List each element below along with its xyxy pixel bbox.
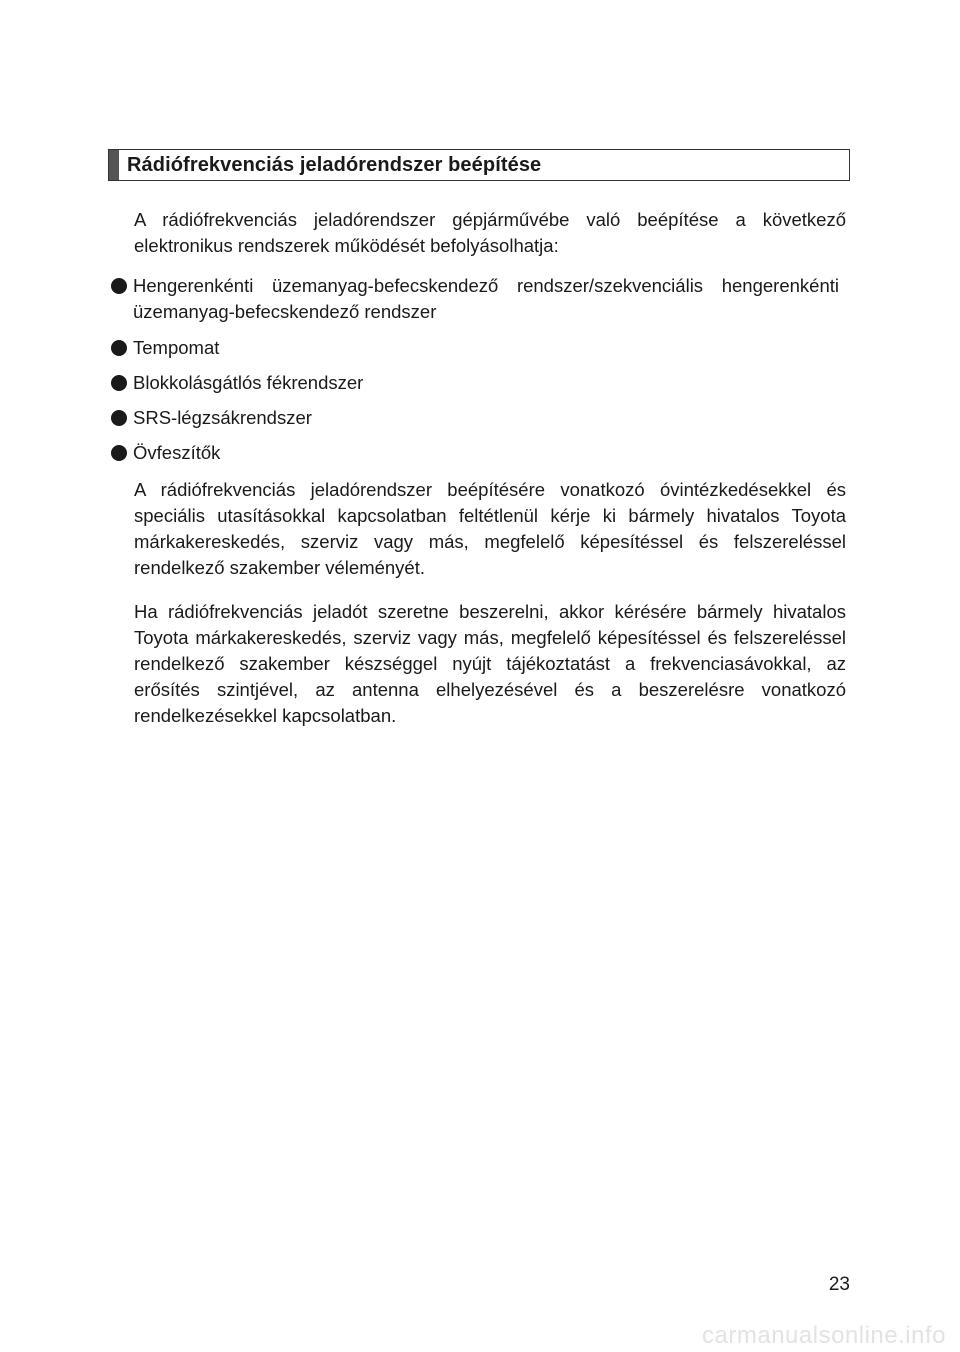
bullet-dot-icon [111,340,127,356]
bullet-text: SRS-légzsákrendszer [133,407,312,428]
bullet-item [111,370,839,396]
body-paragraph-precautions: A rádiófrekvenciás jeladórendszer beépítésére vonatkozó óvintézkedésekkel és speciális utasításokkal kapcsolatban feltétlenül kérje ki bármely hivatalos Toyota márkakereskedés, szerviz vagy más, megfelelő képesítéssel és felszereléssel rendelkező szakember véleményét. [134,479,846,578]
bullet-dot-icon [111,410,127,426]
bullet-text: Tempomat [133,337,220,358]
body-paragraph-installation-info: Ha rádiófrekvenciás jeladót szeretne beszerelni, akkor kérésére bármely hivatalos Toyota márkakereskedés, szerviz vagy más, megfelelő képesítéssel és felszereléssel rendelkező szakember készséggel nyújt tájékoztatást a frekvenciasávokkal, az erősítés szintjével, az antenna elhelyezésével és a beszerelésre vonatkozó rendelkezésekkel kapcsolatban. [134,601,846,726]
page-number: 23 [828,1274,850,1295]
bullet-item [111,405,839,431]
bullet-text: Hengerenkénti üzemanyag-befecskendező rendszer/szekvenciális hengerenkénti üzemanyag-befecskendező rendszer [133,275,839,322]
bullet-dot-icon [111,375,127,391]
section-title: Rádiófrekvenciás jeladórendszer beépítése [127,153,542,176]
bullet-text: Övfeszítők [133,442,221,463]
bullet-item [111,273,839,325]
section-header [108,149,850,181]
bullet-dot-icon [111,445,127,461]
bullet-item [111,440,839,466]
bullet-item [111,335,839,361]
intro-paragraph: A rádiófrekvenciás jeladórendszer gépjárművébe való beépítése a következő elektronikus rendszerek működését befolyásolhatja: [134,209,846,256]
bullet-text: Blokkolásgátlós fékrendszer [133,372,364,393]
watermark: carmanualsonline.info [702,1322,946,1349]
bullet-dot-icon [111,278,127,294]
section-header-bar [109,150,119,180]
